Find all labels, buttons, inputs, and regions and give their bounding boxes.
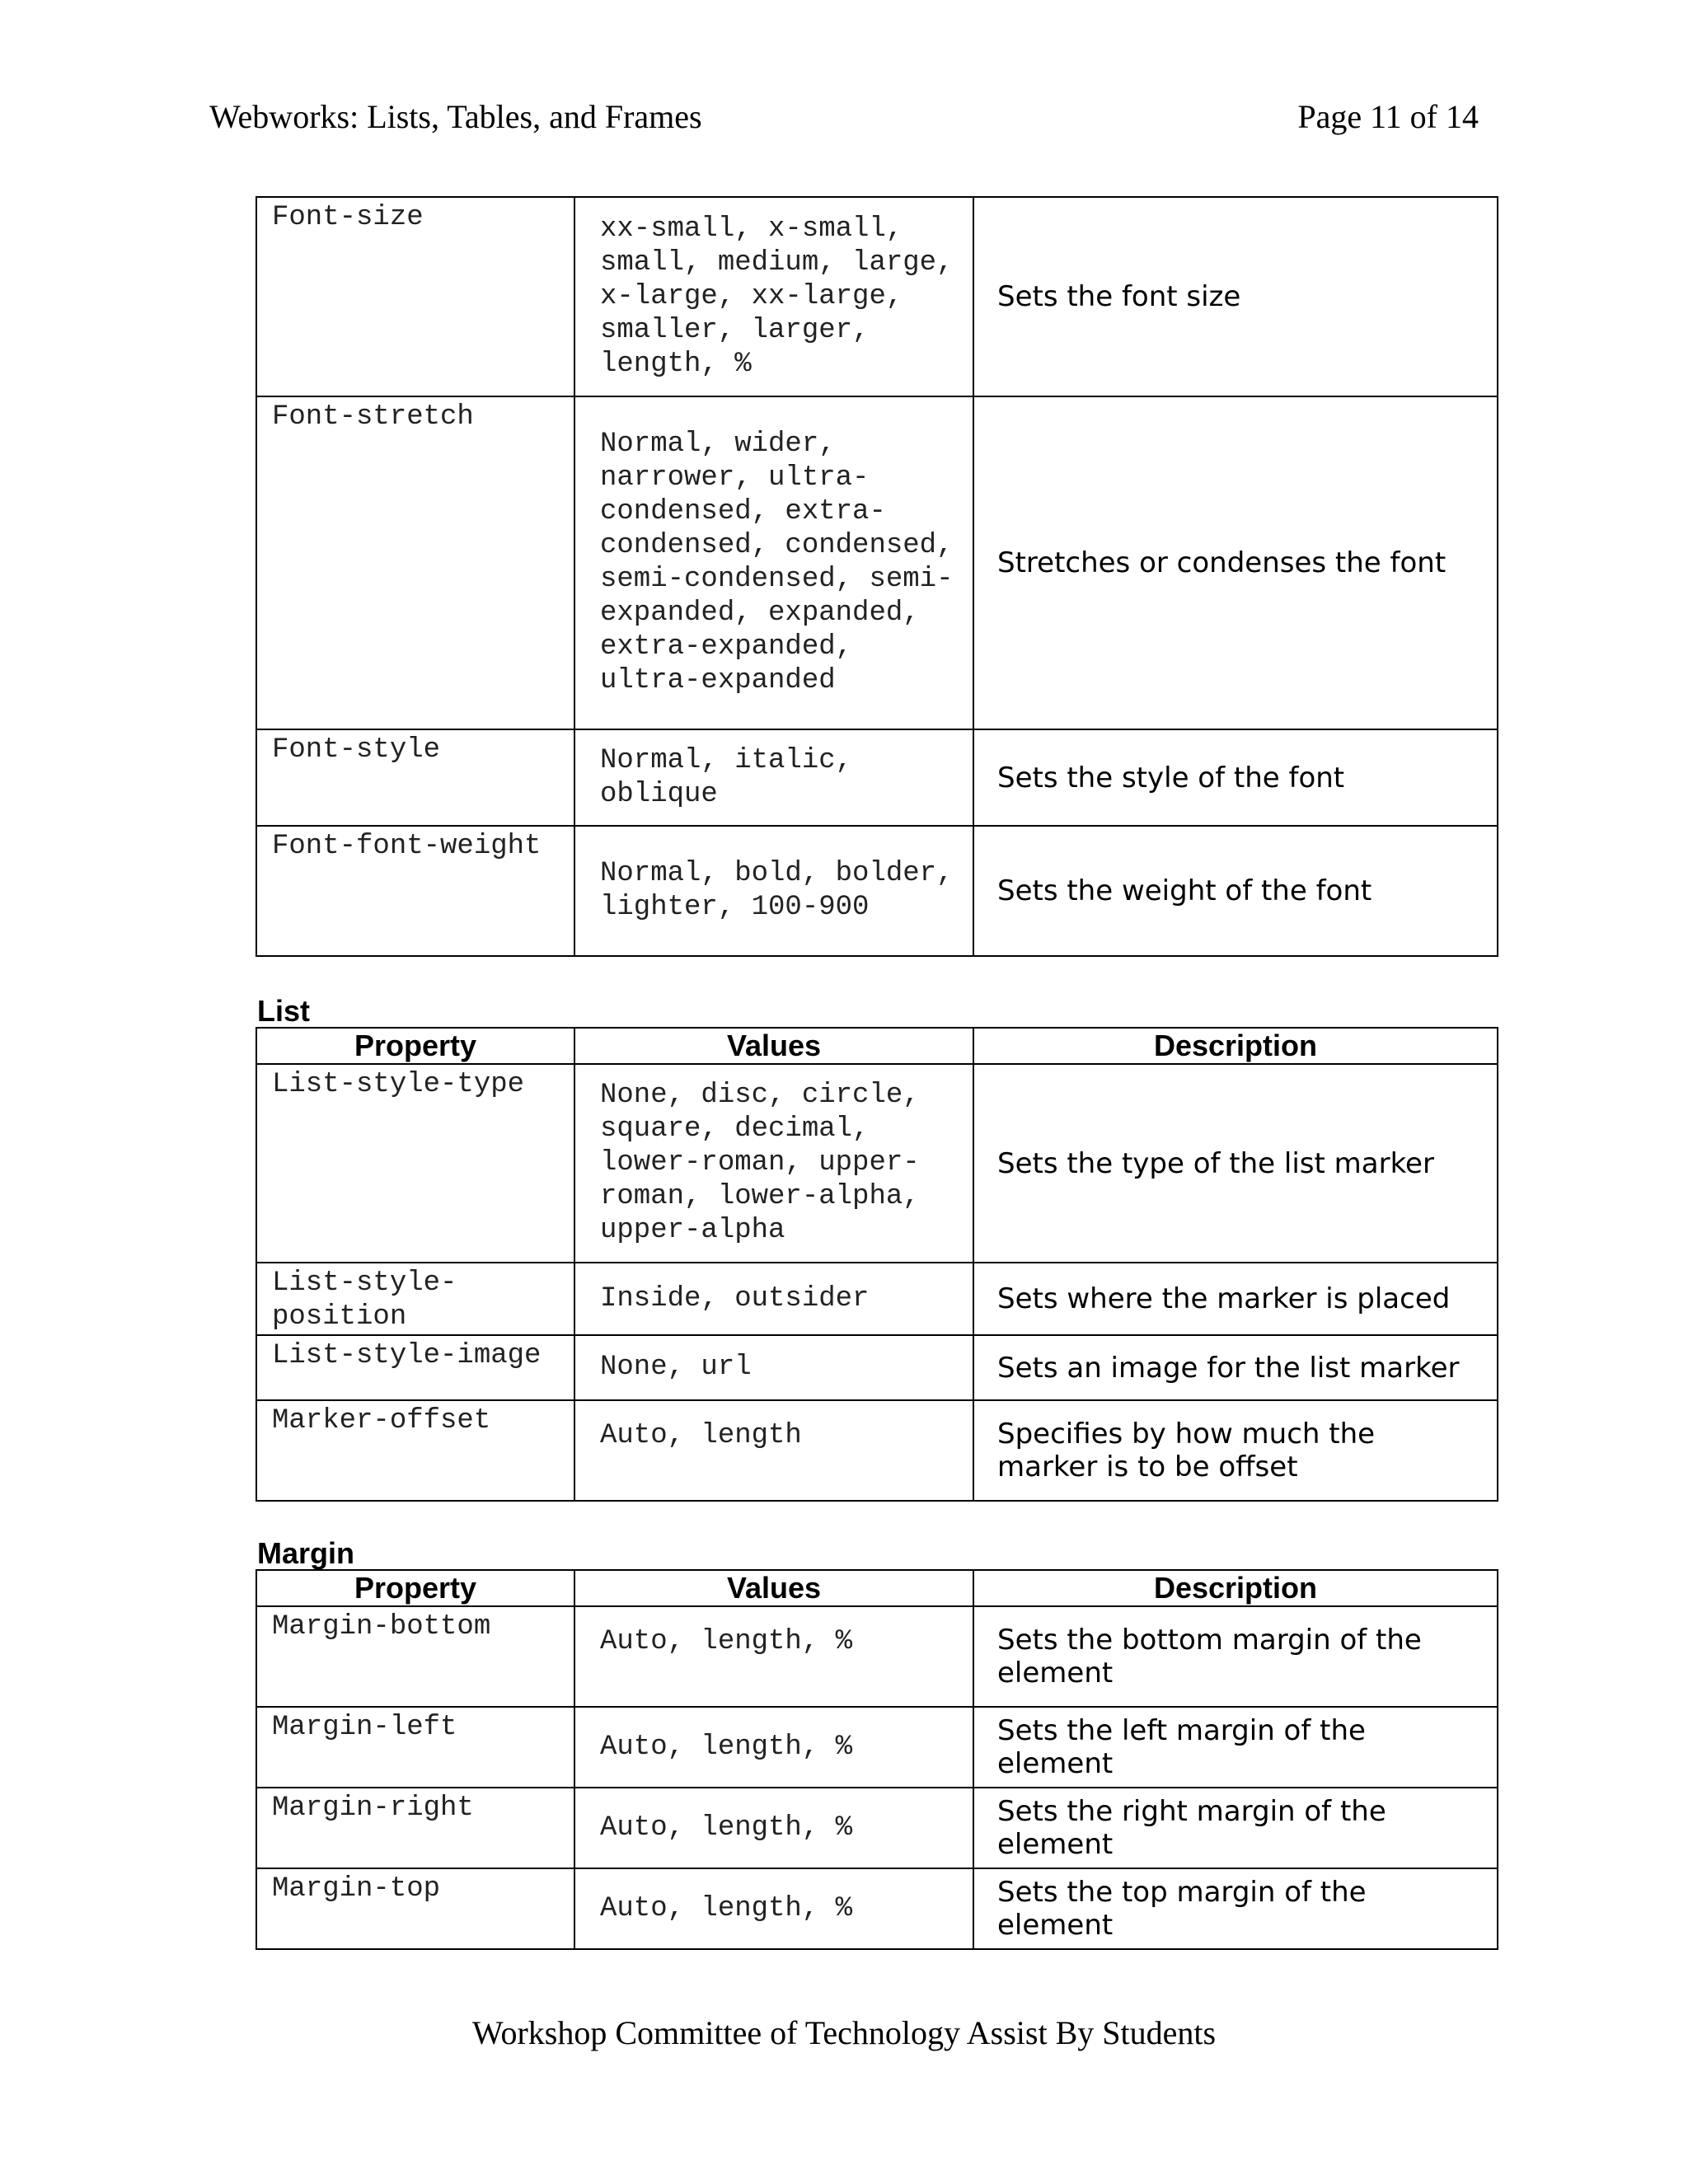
description-cell: Sets the weight of the font [973,826,1498,956]
table-row [256,1335,1498,1400]
document-title: Webworks: Lists, Tables, and Frames [209,98,702,135]
list-section-title: List [257,994,311,1028]
property-cell: List-style-type [256,1064,574,1263]
property-cell: Font-size [256,197,574,396]
values-cell: xx-small, x-small, small, medium, large, x-large, xx-large, smaller, larger, length, % [574,197,973,396]
values-cell: None, disc, circle, square, decimal, lower-roman, upper-roman, lower-alpha, upper-alpha [574,1064,973,1263]
property-cell: List-style-position [256,1263,574,1335]
table-row [256,1064,1498,1263]
description-cell: Specifies by how much the marker is to be offset [973,1400,1498,1501]
property-cell: Margin-bottom [256,1606,574,1707]
values-cell: Normal, bold, bolder, lighter, 100-900 [574,826,973,956]
table-header-row [256,1570,1498,1606]
description-cell: Sets an image for the list marker [973,1335,1498,1400]
table-row [256,1788,1498,1868]
property-cell: List-style-image [256,1335,574,1400]
column-header-property: Property [256,1570,574,1606]
footer-text: Workshop Committee of Technology Assist By Students [471,2014,1217,2051]
property-cell: Margin-left [256,1707,574,1788]
description-cell: Sets the bottom margin of the element [973,1606,1498,1707]
column-header-description: Description [973,1570,1498,1606]
page-number: Page 11 of 14 [1297,98,1479,135]
table-row [256,1606,1498,1707]
table-row [256,1400,1498,1501]
description-cell: Stretches or condenses the font [973,396,1498,729]
property-cell: Marker-offset [256,1400,574,1501]
list-properties-table [256,1027,1498,1502]
column-header-values: Values [574,1570,973,1606]
description-cell: Sets the right margin of the element [973,1788,1498,1868]
property-cell: Margin-top [256,1868,574,1949]
table-row [256,197,1498,396]
values-cell: Auto, length, % [574,1707,973,1788]
values-cell: Inside, outsider [574,1263,973,1335]
margin-properties-table [256,1569,1498,1950]
description-cell: Sets the type of the list marker [973,1064,1498,1263]
values-cell: None, url [574,1335,973,1400]
column-header-description: Description [973,1028,1498,1064]
table-row [256,729,1498,826]
column-header-property: Property [256,1028,574,1064]
values-cell: Normal, wider, narrower, ultra-condensed, extra-condensed, condensed, semi-condensed, semi-expanded, expanded, extra-expanded, ultra-expanded [574,396,973,729]
values-cell: Normal, italic, oblique [574,729,973,826]
values-cell: Auto, length [574,1400,973,1501]
table-row [256,1263,1498,1335]
values-cell: Auto, length, % [574,1606,973,1707]
table-row [256,826,1498,956]
table-row [256,1868,1498,1949]
description-cell: Sets the style of the font [973,729,1498,826]
property-cell: Margin-right [256,1788,574,1868]
property-cell: Font-style [256,729,574,826]
font-properties-table [256,196,1498,957]
table-header-row [256,1028,1498,1064]
column-header-values: Values [574,1028,973,1064]
property-cell: Font-font-weight [256,826,574,956]
description-cell: Sets the font size [973,197,1498,396]
property-cell: Font-stretch [256,396,574,729]
description-cell: Sets the left margin of the element [973,1707,1498,1788]
description-cell: Sets the top margin of the element [973,1868,1498,1949]
table-row [256,1707,1498,1788]
table-row [256,396,1498,729]
margin-section-title: Margin [257,1536,355,1570]
description-cell: Sets where the marker is placed [973,1263,1498,1335]
values-cell: Auto, length, % [574,1788,973,1868]
values-cell: Auto, length, % [574,1868,973,1949]
